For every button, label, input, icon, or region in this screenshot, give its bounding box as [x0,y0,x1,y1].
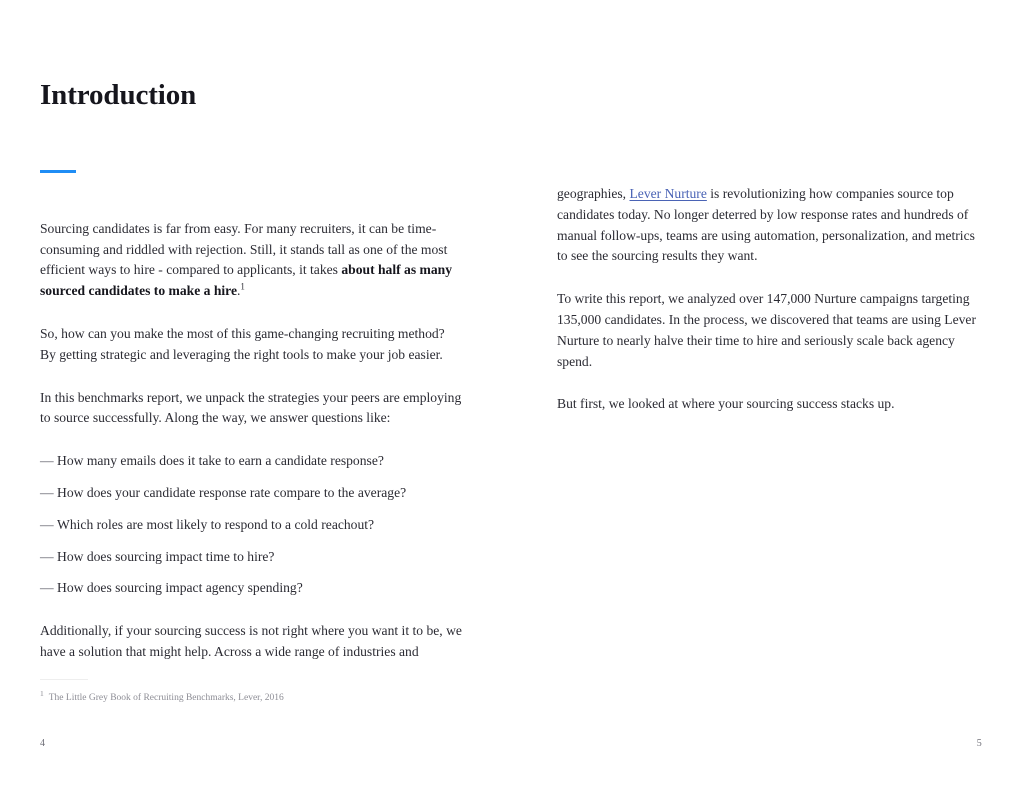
page-number-left: 4 [40,738,46,749]
page-right [512,0,1024,791]
list-item [40,578,463,599]
left-column-body [40,219,463,663]
paragraph-solution: Additionally, if your sourcing success is not right where you want it to be, we have a solution that might help. Across a wide range of industries and [40,623,462,660]
list-item [40,547,463,568]
dash-marker-icon: — [40,485,54,501]
list-item-label: How does sourcing impact agency spending? [57,580,303,596]
paragraph-methodology: To write this report, we analyzed over 147,000 Nurture campaigns targeting 135,000 candidates. In the process, we discovered that teams are using Lever Nurture to nearly halve their time to hire and seriously scale back agency spend. [557,291,976,369]
list-item-label: How many emails does it take to earn a candidate response? [57,453,384,469]
paragraph-report-overview: In this benchmarks report, we unpack the strategies your peers are employing to source successfully. Along the way, we answer questions like: [40,389,462,426]
paragraph-intro-emphasis: about half as many sourced candidates to make a hire [40,262,453,299]
list-item-label: How does your candidate response rate compare to the average? [57,485,407,501]
list-item-label: Which roles are most likely to respond to a cold reachout? [57,516,375,532]
questions-list [40,451,463,599]
accent-rule [40,170,76,173]
page-number-right: 5 [976,738,982,749]
dash-marker-icon: — [40,453,54,469]
paragraph-intro [40,219,463,302]
list-item-label: How does sourcing impact time to hire? [57,548,275,564]
dash-marker-icon: — [40,516,54,532]
list-item [40,483,463,504]
list-item [40,451,463,472]
footnote-number: 1 [40,688,44,698]
paragraph-geographies-text-2: is revolutionizing how companies source top candidates today. No longer deterred by low response rates and hundreds of manual follow-ups, teams are using automation, personalization, and metrics to see the sourcing results they want. [557,186,975,264]
title-block [40,0,462,173]
footnote-divider [40,679,88,680]
footnote-reference: 1 [240,281,245,292]
lever-nurture-link[interactable]: Lever Nurture [629,186,707,201]
right-column-body [557,184,980,415]
paragraph-closing: But first, we looked at where your sourcing success stacks up. [557,396,895,412]
page-title: Introduction [40,79,197,111]
paragraph-strategy: So, how can you make the most of this game-changing recruiting method? By getting strategic and leveraging the right tools to make your job easier. [40,326,445,362]
footnote-block [40,679,470,705]
paragraph-geographies-text-1: geographies, [557,186,630,201]
paragraph-intro-text-1: Sourcing candidates is far from easy. For many recruiters, it can be time-consuming and riddled with rejection. Still, it stands tall as one of the most efficient ways to hire - compared to applicants, it takes [40,220,448,278]
list-item [40,515,463,536]
paragraph-geographies [557,184,980,267]
footnote-text [40,688,470,705]
dash-marker-icon: — [40,580,54,596]
paragraph-intro-text-2: . [236,283,241,299]
footnote-citation: The Little Grey Book of Recruiting Benchmarks, Lever, 2016 [48,693,284,703]
dash-marker-icon: — [40,548,54,564]
